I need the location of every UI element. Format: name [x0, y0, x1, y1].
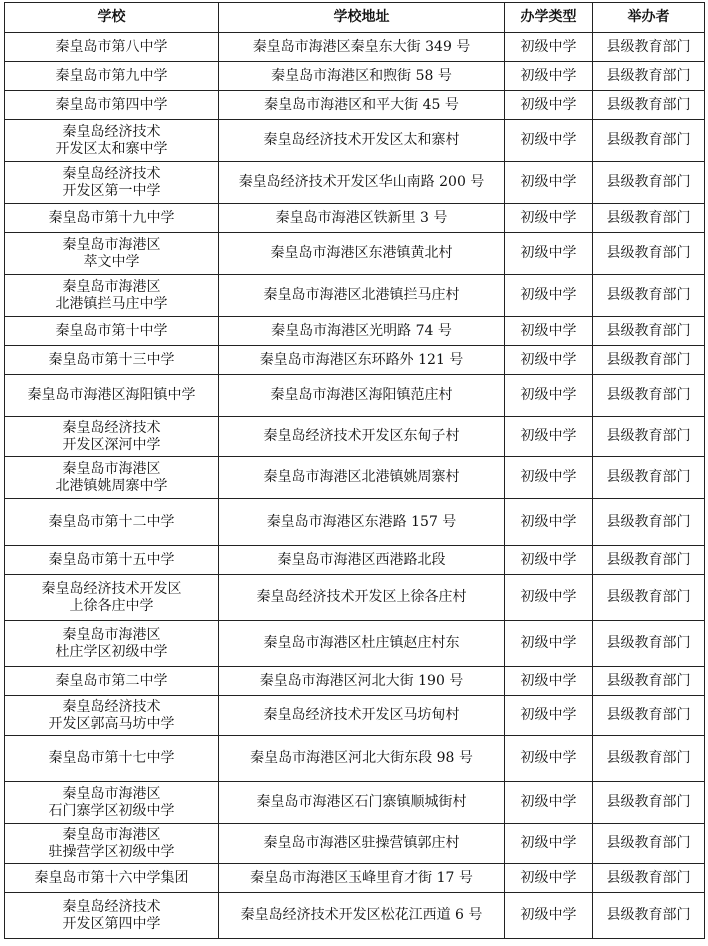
school-name-cell: 秦皇岛经济技术 开发区深河中学 — [5, 417, 219, 457]
organizer-cell: 县级教育部门 — [593, 233, 705, 275]
table-row — [5, 417, 705, 457]
school-name-cell: 秦皇岛市第十七中学 — [5, 736, 219, 782]
table-row — [5, 546, 705, 575]
table-row — [5, 346, 705, 375]
school-type-cell: 初级中学 — [505, 91, 593, 120]
school-address-cell: 秦皇岛市海港区光明路 74 号 — [219, 317, 505, 346]
organizer-cell: 县级教育部门 — [593, 864, 705, 893]
school-name-cell: 秦皇岛市海港区 北港镇姚周寨中学 — [5, 457, 219, 499]
table-row — [5, 233, 705, 275]
school-type-cell: 初级中学 — [505, 864, 593, 893]
school-address-cell: 秦皇岛经济技术开发区松花江西道 6 号 — [219, 893, 505, 939]
school-name-cell: 秦皇岛市第八中学 — [5, 33, 219, 62]
table-row — [5, 621, 705, 667]
organizer-cell: 县级教育部门 — [593, 317, 705, 346]
school-type-cell: 初级中学 — [505, 120, 593, 162]
table-row — [5, 575, 705, 621]
organizer-cell: 县级教育部门 — [593, 575, 705, 621]
school-type-cell: 初级中学 — [505, 499, 593, 546]
school-address-cell: 秦皇岛市海港区河北大街 190 号 — [219, 667, 505, 696]
school-type-cell: 初级中学 — [505, 621, 593, 667]
header-school: 学校 — [5, 3, 219, 33]
organizer-cell: 县级教育部门 — [593, 782, 705, 824]
school-address-cell: 秦皇岛市海港区石门寨镇顺城街村 — [219, 782, 505, 824]
organizer-cell: 县级教育部门 — [593, 667, 705, 696]
school-type-cell: 初级中学 — [505, 575, 593, 621]
school-name-cell: 秦皇岛市第十六中学集团 — [5, 864, 219, 893]
school-address-cell: 秦皇岛市海港区和平大街 45 号 — [219, 91, 505, 120]
school-name-cell: 秦皇岛市海港区海阳镇中学 — [5, 375, 219, 417]
school-type-cell: 初级中学 — [505, 317, 593, 346]
header-address: 学校地址 — [219, 3, 505, 33]
school-name-cell: 秦皇岛经济技术 开发区太和寨中学 — [5, 120, 219, 162]
table-row — [5, 696, 705, 736]
table-row — [5, 120, 705, 162]
organizer-cell: 县级教育部门 — [593, 91, 705, 120]
table-row — [5, 204, 705, 233]
school-type-cell: 初级中学 — [505, 893, 593, 939]
school-address-cell: 秦皇岛市海港区北港镇拦马庄村 — [219, 275, 505, 317]
table-row — [5, 375, 705, 417]
school-address-cell: 秦皇岛经济技术开发区东甸子村 — [219, 417, 505, 457]
organizer-cell: 县级教育部门 — [593, 417, 705, 457]
organizer-cell: 县级教育部门 — [593, 162, 705, 204]
school-type-cell: 初级中学 — [505, 33, 593, 62]
school-type-cell: 初级中学 — [505, 375, 593, 417]
school-address-cell: 秦皇岛市海港区铁新里 3 号 — [219, 204, 505, 233]
school-address-cell: 秦皇岛市海港区玉峰里育才街 17 号 — [219, 864, 505, 893]
school-address-cell: 秦皇岛市海港区驻操营镇郭庄村 — [219, 824, 505, 864]
table-row — [5, 736, 705, 782]
school-name-cell: 秦皇岛市第十五中学 — [5, 546, 219, 575]
school-address-cell: 秦皇岛经济技术开发区华山南路 200 号 — [219, 162, 505, 204]
school-name-cell: 秦皇岛市海港区 萃文中学 — [5, 233, 219, 275]
organizer-cell: 县级教育部门 — [593, 275, 705, 317]
school-name-cell: 秦皇岛市海港区 北港镇拦马庄中学 — [5, 275, 219, 317]
school-address-cell: 秦皇岛经济技术开发区上徐各庄村 — [219, 575, 505, 621]
table-row — [5, 782, 705, 824]
school-type-cell: 初级中学 — [505, 346, 593, 375]
school-name-cell: 秦皇岛市第十九中学 — [5, 204, 219, 233]
school-address-cell: 秦皇岛市海港区东港路 157 号 — [219, 499, 505, 546]
school-type-cell: 初级中学 — [505, 457, 593, 499]
school-type-cell: 初级中学 — [505, 162, 593, 204]
table-row — [5, 62, 705, 91]
table-row — [5, 33, 705, 62]
school-type-cell: 初级中学 — [505, 62, 593, 91]
school-name-cell: 秦皇岛市第十中学 — [5, 317, 219, 346]
school-name-cell: 秦皇岛经济技术开发区 上徐各庄中学 — [5, 575, 219, 621]
school-address-cell: 秦皇岛经济技术开发区马坊甸村 — [219, 696, 505, 736]
school-address-cell: 秦皇岛市海港区东环路外 121 号 — [219, 346, 505, 375]
school-type-cell: 初级中学 — [505, 275, 593, 317]
school-address-cell: 秦皇岛经济技术开发区太和寨村 — [219, 120, 505, 162]
table-row — [5, 824, 705, 864]
school-name-cell: 秦皇岛市第十二中学 — [5, 499, 219, 546]
table-body — [5, 33, 705, 939]
organizer-cell: 县级教育部门 — [593, 120, 705, 162]
table-row — [5, 317, 705, 346]
school-name-cell: 秦皇岛市第十三中学 — [5, 346, 219, 375]
organizer-cell: 县级教育部门 — [593, 204, 705, 233]
organizer-cell: 县级教育部门 — [593, 62, 705, 91]
organizer-cell: 县级教育部门 — [593, 375, 705, 417]
school-type-cell: 初级中学 — [505, 667, 593, 696]
table-row — [5, 275, 705, 317]
school-name-cell: 秦皇岛经济技术 开发区第四中学 — [5, 893, 219, 939]
school-address-cell: 秦皇岛市海港区西港路北段 — [219, 546, 505, 575]
table-row — [5, 864, 705, 893]
school-address-cell: 秦皇岛市海港区北港镇姚周寨村 — [219, 457, 505, 499]
school-type-cell: 初级中学 — [505, 417, 593, 457]
organizer-cell: 县级教育部门 — [593, 736, 705, 782]
organizer-cell: 县级教育部门 — [593, 33, 705, 62]
school-address-cell: 秦皇岛市海港区东港镇黄北村 — [219, 233, 505, 275]
school-address-cell: 秦皇岛市海港区杜庄镇赵庄村东 — [219, 621, 505, 667]
table-row — [5, 667, 705, 696]
school-address-cell: 秦皇岛市海港区和煦街 58 号 — [219, 62, 505, 91]
table-row — [5, 499, 705, 546]
school-name-cell: 秦皇岛市第二中学 — [5, 667, 219, 696]
school-address-cell: 秦皇岛市海港区河北大街东段 98 号 — [219, 736, 505, 782]
table-header-row — [5, 3, 705, 33]
school-name-cell: 秦皇岛经济技术 开发区第一中学 — [5, 162, 219, 204]
organizer-cell: 县级教育部门 — [593, 346, 705, 375]
table-row — [5, 162, 705, 204]
organizer-cell: 县级教育部门 — [593, 824, 705, 864]
school-name-cell: 秦皇岛经济技术 开发区郭高马坊中学 — [5, 696, 219, 736]
school-type-cell: 初级中学 — [505, 204, 593, 233]
school-table — [4, 2, 705, 939]
school-name-cell: 秦皇岛市海港区 杜庄学区初级中学 — [5, 621, 219, 667]
school-type-cell: 初级中学 — [505, 736, 593, 782]
school-type-cell: 初级中学 — [505, 782, 593, 824]
school-type-cell: 初级中学 — [505, 824, 593, 864]
school-name-cell: 秦皇岛市第九中学 — [5, 62, 219, 91]
organizer-cell: 县级教育部门 — [593, 893, 705, 939]
school-name-cell: 秦皇岛市海港区 驻操营学区初级中学 — [5, 824, 219, 864]
header-type: 办学类型 — [505, 3, 593, 33]
organizer-cell: 县级教育部门 — [593, 696, 705, 736]
header-organizer: 举办者 — [593, 3, 705, 33]
organizer-cell: 县级教育部门 — [593, 499, 705, 546]
table-row — [5, 893, 705, 939]
school-name-cell: 秦皇岛市海港区 石门寨学区初级中学 — [5, 782, 219, 824]
school-type-cell: 初级中学 — [505, 546, 593, 575]
school-address-cell: 秦皇岛市海港区秦皇东大街 349 号 — [219, 33, 505, 62]
school-name-cell: 秦皇岛市第四中学 — [5, 91, 219, 120]
school-type-cell: 初级中学 — [505, 233, 593, 275]
organizer-cell: 县级教育部门 — [593, 621, 705, 667]
table-row — [5, 91, 705, 120]
school-address-cell: 秦皇岛市海港区海阳镇范庄村 — [219, 375, 505, 417]
table-row — [5, 457, 705, 499]
organizer-cell: 县级教育部门 — [593, 546, 705, 575]
organizer-cell: 县级教育部门 — [593, 457, 705, 499]
school-type-cell: 初级中学 — [505, 696, 593, 736]
